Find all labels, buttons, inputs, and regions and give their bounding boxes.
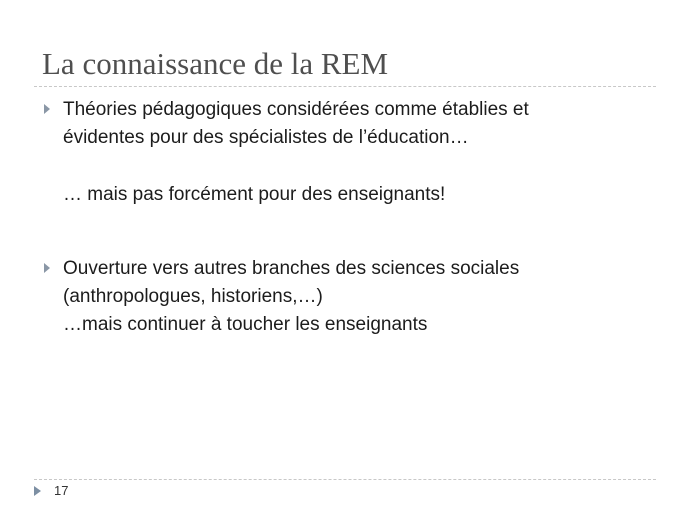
bullet-2-line-1: Ouverture vers autres branches des sciences sociales: [63, 258, 520, 279]
bullet-1-line-1: Théories pédagogiques considérées comme établies et: [63, 99, 529, 120]
footer-divider: [34, 479, 656, 480]
bullet-2-line-3: …mais continuer à toucher les enseignants: [63, 314, 428, 335]
page-number: 17: [54, 483, 69, 498]
footer-triangle-icon: [34, 486, 41, 496]
slide-title: La connaissance de la REM: [42, 46, 389, 81]
title-divider: [34, 86, 656, 87]
bullet-triangle-icon: [44, 263, 50, 273]
bullet-1-line-3: … mais pas forcément pour des enseignants!: [63, 184, 446, 205]
bullet-2-line-2: (anthropologues, historiens,…): [63, 286, 323, 307]
bullet-1-line-2: évidentes pour des spécialistes de l’éducation…: [63, 127, 469, 148]
bullet-triangle-icon: [44, 104, 50, 114]
